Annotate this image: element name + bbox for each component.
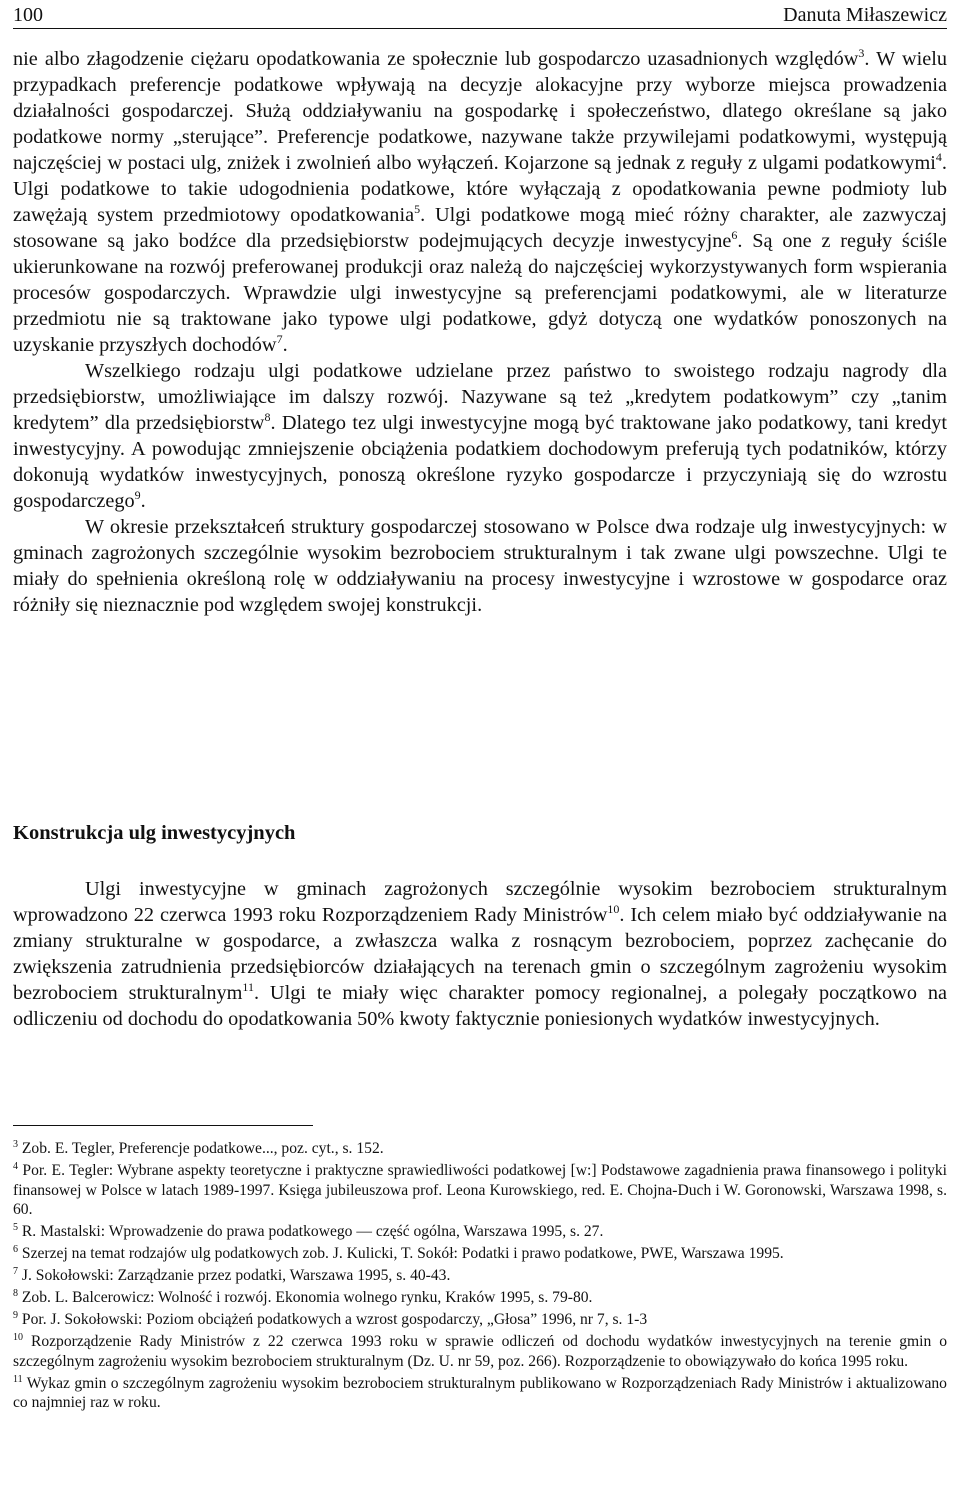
footnote-ref: 10 — [607, 902, 620, 916]
footnote-text: Zob. L. Balcerowicz: Wolność i rozwój. Ekonomia wolnego rynku, Kraków 1995, s. 79-80. — [21, 1289, 593, 1306]
footnote — [13, 1266, 947, 1286]
footnote-number: 4 — [13, 1161, 18, 1172]
section-heading: Konstrukcja ulg inwestycyjnych — [13, 822, 296, 844]
footnote-number: 9 — [13, 1310, 18, 1321]
paragraph-3: W okresie przekształceń struktury gospodarczej stosowano w Polsce dwa rodzaje ulg inwestycyjnych: w gminach zagrożonych szczególnie wysokim bezrobociem strukturalnym i tak zwane ulgi powszechne. Ulgi te miały do spełnienia określoną rolę w oddziaływaniu na procesy inwestycyjne i wzrostowe w gospodarce oraz różniły się nieznacznie pod względem swojej konstrukcji. — [13, 516, 947, 616]
footnote-separator — [13, 1125, 313, 1126]
footnote — [13, 1374, 947, 1413]
footnote-ref: 9 — [134, 488, 141, 502]
footnote-number: 11 — [13, 1373, 23, 1385]
footnote-ref: 3 — [858, 46, 865, 60]
footnote-text: Szerzej na temat rodzajów ulg podatkowych zob. J. Kulicki, T. Sokół: Podatki i prawo podatkowe, PWE, Warszawa 1995. — [21, 1245, 784, 1262]
footnote — [13, 1288, 947, 1308]
footnote — [13, 1244, 947, 1264]
text-run: . Ulgi te miały więc charakter pomocy regionalnej, a polegały początkowo na odliczeniu od dochodu do opodatkowania 50% kwoty faktycznie poniesionych wydatków inwestycyjnych. — [13, 982, 947, 1030]
page-number: 100 — [13, 4, 43, 26]
footnote-ref: 4 — [935, 150, 942, 164]
footnote-ref: 7 — [276, 332, 283, 346]
footnote-ref: 6 — [731, 228, 738, 242]
text-run: . Ich celem miało być oddziaływanie na zmiany strukturalne w gospodarce, a zwłaszcza walka z rosnącym bezrobociem, poprzez zachęcanie do zwiększenia zatrudnienia przedsiębiorców działających na terenach gmin o szczególnym zagrożeniu wysokim bezrobociem strukturalnym — [13, 904, 947, 1004]
section-paragraph-1 — [13, 876, 947, 1032]
running-header — [13, 2, 947, 29]
footnote-number: 6 — [13, 1244, 18, 1255]
main-text — [13, 46, 947, 618]
footnote-number: 10 — [13, 1332, 23, 1343]
text-run: . — [140, 490, 146, 512]
text-run: . W wielu przypadkach preferencje podatkowe wpływają na decyzje alokacyjne przy wyborze miejsca prowadzenia działalności gospodarczej. Służą oddziaływaniu na gospodarkę i społeczeństwo, dlatego określane są jako podatkowe normy „sterujące”. Preferencje podatkowe, nazywane także przywilejami podatkowymi, występują najczęściej w postaci ulg, zniżek i zwolnień albo wyłączeń. Kojarzone są jednak z reguły z ulgami podatkowymi — [13, 48, 947, 174]
footnote-ref: 5 — [414, 202, 421, 216]
footnote-text: Por. J. Sokołowski: Poziom obciążeń podatkowych a wzrost gospodarczy, „Głosa” 1996, nr 7, s. 1-3 — [21, 1311, 648, 1328]
footnotes — [13, 1139, 947, 1415]
footnote-text: Wykaz gmin o szczególnym zagrożeniu wysokim bezrobociem strukturalnym publikowano w Rozporządzeniach Rady Ministrów i aktualizowano co najmniej raz w roku. — [13, 1374, 947, 1411]
paragraph-1 — [13, 46, 947, 358]
footnote — [13, 1310, 947, 1330]
footnote-ref: 8 — [264, 410, 271, 424]
footnote-number: 3 — [13, 1139, 18, 1150]
footnote-text: Por. E. Tegler: Wybrane aspekty teoretyczne i praktyczne sprawiedliwości podatkowej [w:] Podstawowe zagadnienia prawa finansowego i polityki finansowej w Polsce w latach 1989-1997. Księga jubileuszowa prof. Leona Kurowskiego, red. E. Chojna-Duch i W. Goronowski, Warszawa 1998, s. 60. — [13, 1162, 947, 1218]
footnote-text: R. Mastalski: Wprowadzenie do prawa podatkowego — część ogólna, Warszawa 1995, s. 27. — [21, 1223, 604, 1240]
footnote-text: Zob. E. Tegler, Preferencje podatkowe..., poz. cyt., s. 152. — [21, 1140, 384, 1157]
text-run: Ulgi inwestycyjne w gminach zagrożonych szczególnie wysokim bezrobociem strukturalnym wprowadzono 22 czerwca 1993 roku Rozporządzeniem Rady Ministrów — [13, 878, 947, 926]
footnote — [13, 1332, 947, 1371]
footnote — [13, 1139, 947, 1159]
text-run: . Ulgi podatkowe to takie udogodnienia podatkowe, które wyłączają z opodatkowania pewne podmioty lub zawężają system przedmiotowy opodatkowania — [13, 152, 947, 226]
footnote-text: J. Sokołowski: Zarządzanie przez podatki, Warszawa 1995, s. 40-43. — [21, 1267, 451, 1284]
section-text — [13, 876, 947, 1032]
text-run: . Dlatego tez ulgi inwestycyjne mogą być traktowane jako podatkowy, tani kredyt inwestycyjny. A powodując zmniejszenie obciążenia podatkiem dochodowym preferują tych podatników, którzy dokonują wydatków inwestycyjnych, ponoszą określone ryzyko gospodarcze i przyczyniają się do wzrostu gospodarczego — [13, 412, 947, 512]
footnote — [13, 1222, 947, 1242]
footnote-number: 5 — [13, 1222, 18, 1233]
footnote-ref: 11 — [242, 980, 254, 994]
text-run: Wszelkiego rodzaju ulgi podatkowe udzielane przez państwo to swoistego rodzaju nagrody dla przedsiębiorstw, umożliwiające im dalszy rozwój. Nazywane są też „kredytem podatkowym” czy „tanim kredytem” dla przedsiębiorstw — [13, 360, 947, 434]
text-run: . — [282, 334, 288, 356]
text-run: . Ulgi podatkowe mogą mieć różny charakter, ale zazwyczaj stosowane są jako bodźce dla przedsiębiorstw podejmujących decyzje inwestycyjne — [13, 204, 947, 252]
footnote-number: 8 — [13, 1288, 18, 1299]
footnote — [13, 1161, 947, 1220]
footnote-number: 7 — [13, 1266, 18, 1277]
author-name: Danuta Miłaszewicz — [783, 4, 947, 26]
footnote-text: Rozporządzenie Rady Ministrów z 22 czerwca 1993 roku w sprawie odliczeń od dochodu wydatków inwestycyjnych na terenie gmin o szczególnym zagrożeniu wysokim bezrobociem strukturalnym (Dz. U. nr 59, poz. 266). Rozporządzenie to obowiązywało do końca 1995 roku. — [13, 1333, 947, 1370]
paragraph-2 — [13, 358, 947, 514]
text-run: . Są one z reguły ściśle ukierunkowane na rozwój preferowanej produkcji oraz należą do najczęściej wykorzystywanych form wspierania procesów gospodarczych. Wprawdzie ulgi inwestycyjne są preferencjami podatkowymi, ale w literaturze przedmiotu nie są traktowane jako typowe ulgi podatkowe, gdyż dotyczą one wydatków ponoszonych na uzyskanie przyszłych dochodów — [13, 230, 947, 356]
text-run: nie albo złagodzenie ciężaru opodatkowania ze społecznie lub gospodarczo uzasadnionych względów — [13, 48, 859, 70]
